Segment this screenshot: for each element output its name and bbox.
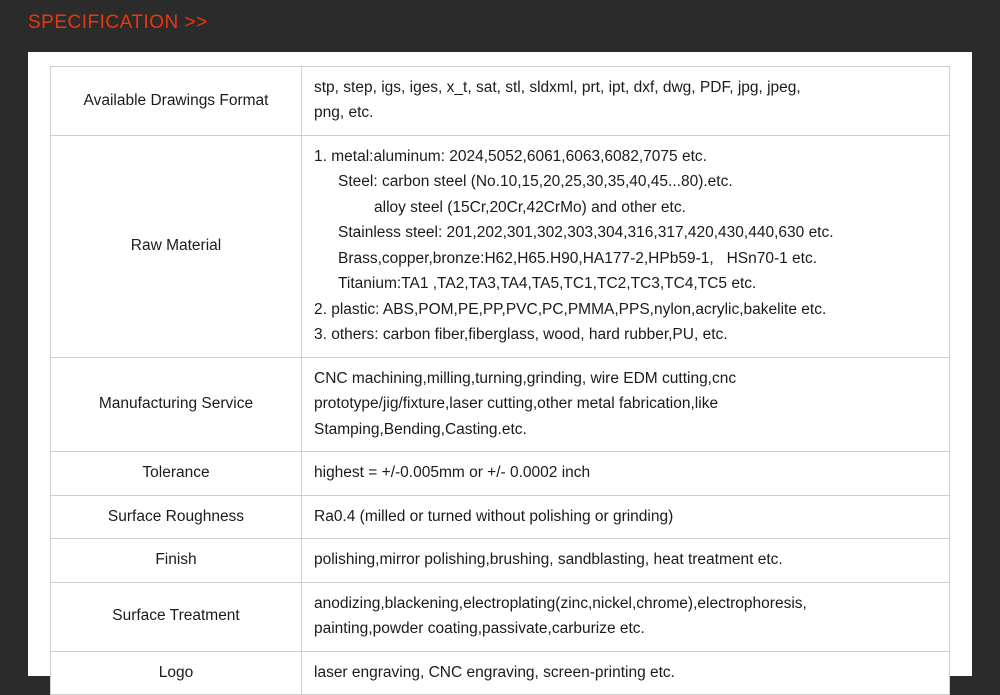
row-value bbox=[302, 135, 950, 357]
value-line: Stamping,Bending,Casting.etc. bbox=[314, 420, 527, 438]
table-row bbox=[51, 357, 950, 451]
value-line: CNC machining,milling,turning,grinding, wire EDM cutting,cnc bbox=[314, 369, 737, 387]
row-label: Surface Roughness bbox=[51, 495, 302, 538]
specification-sheet bbox=[28, 52, 972, 681]
value-line: highest = +/-0.005mm or +/- 0.0002 inch bbox=[314, 464, 591, 482]
row-value bbox=[302, 452, 950, 495]
specification-table bbox=[50, 66, 950, 695]
row-label: Logo bbox=[51, 651, 302, 694]
table-row bbox=[51, 452, 950, 495]
table-row bbox=[51, 651, 950, 694]
value-line: painting,powder coating,passivate,carburize etc. bbox=[314, 620, 645, 638]
row-label: Finish bbox=[51, 539, 302, 582]
row-value bbox=[302, 357, 950, 451]
table-row bbox=[51, 582, 950, 651]
value-line: png, etc. bbox=[314, 104, 374, 122]
table-row bbox=[51, 495, 950, 538]
row-value bbox=[302, 495, 950, 538]
row-label: Raw Material bbox=[51, 135, 302, 357]
value-line: alloy steel (15Cr,20Cr,42CrMo) and other etc. bbox=[374, 198, 686, 216]
row-value bbox=[302, 651, 950, 694]
row-label: Tolerance bbox=[51, 452, 302, 495]
table-row bbox=[51, 67, 950, 136]
table-row bbox=[51, 539, 950, 582]
value-line: anodizing,blackening,electroplating(zinc,nickel,chrome),electrophoresis, bbox=[314, 594, 807, 612]
value-line: stp, step, igs, iges, x_t, sat, stl, sldxml, prt, ipt, dxf, dwg, PDF, jpg, jpeg, bbox=[314, 79, 801, 96]
value-line: 3. others: carbon fiber,fiberglass, wood, hard rubber,PU, etc. bbox=[314, 326, 728, 344]
value-line: Steel: carbon steel (No.10,15,20,25,30,35,40,45...80).etc. bbox=[338, 173, 733, 191]
value-line: laser engraving, CNC engraving, screen-printing etc. bbox=[314, 663, 675, 681]
row-label: Available Drawings Format bbox=[51, 67, 302, 136]
value-line: 2. plastic: ABS,POM,PE,PP,PVC,PC,PMMA,PPS,nylon,acrylic,bakelite etc. bbox=[314, 300, 827, 318]
value-line: Ra0.4 (milled or turned without polishing or grinding) bbox=[314, 507, 674, 525]
row-value bbox=[302, 582, 950, 651]
value-line: Titanium:TA1 ,TA2,TA3,TA4,TA5,TC1,TC2,TC3,TC4,TC5 etc. bbox=[338, 275, 757, 293]
row-value bbox=[302, 67, 950, 136]
row-label: Surface Treatment bbox=[51, 582, 302, 651]
row-value bbox=[302, 539, 950, 582]
table-row bbox=[51, 135, 950, 357]
row-label: Manufacturing Service bbox=[51, 357, 302, 451]
value-line: prototype/jig/fixture,laser cutting,other metal fabrication,like bbox=[314, 395, 719, 413]
value-line: 1. metal:aluminum: 2024,5052,6061,6063,6082,7075 etc. bbox=[314, 147, 707, 165]
specification-title: SPECIFICATION >> bbox=[28, 12, 208, 33]
value-line: Stainless steel: 201,202,301,302,303,304,316,317,420,430,440,630 etc. bbox=[338, 224, 834, 242]
value-line: polishing,mirror polishing,brushing, sandblasting, heat treatment etc. bbox=[314, 551, 783, 569]
value-line: Brass,copper,bronze:H62,H65.H90,HA177-2,HPb59-1, HSn70-1 etc. bbox=[338, 249, 818, 267]
